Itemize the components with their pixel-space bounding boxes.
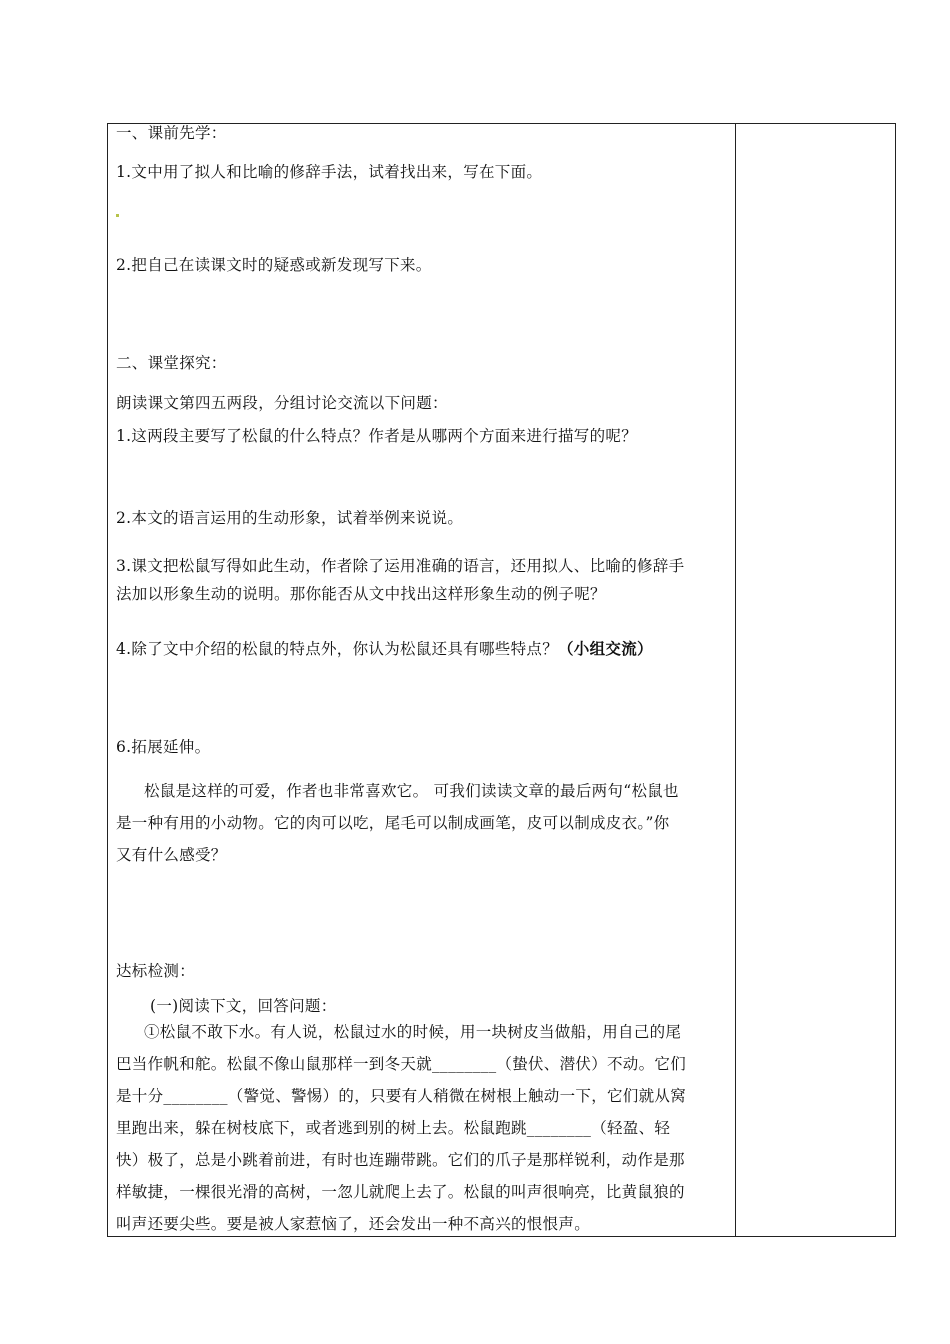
reading-passage-line1: ①松鼠不敢下水。有人说，松鼠过水的时候，用一块树皮当做船，用自己的尾	[144, 1023, 682, 1041]
section3-heading: 达标检测：	[116, 962, 196, 980]
section1-heading: 一、课前先学：	[116, 124, 227, 142]
section2-heading: 二、课堂探究：	[116, 354, 227, 372]
answer-mark	[116, 214, 119, 217]
section2-question-3-line2: 法加以形象生动的说明。那你能否从文中找出这样形象生动的例子呢？	[116, 585, 606, 603]
section1-question-1: 1.文中用了拟人和比喻的修辞手法，试着找出来，写在下面。	[116, 163, 543, 181]
extension-paragraph-line1: 松鼠是这样的可爱，作者也非常喜欢它。 可我们读读文章的最后两句“松鼠也	[144, 782, 679, 800]
section2-question-1: 1.这两段主要写了松鼠的什么特点？作者是从哪两个方面来进行描写的呢？	[116, 427, 637, 445]
reading-passage-line6: 样敏捷，一棵很光滑的高树，一忽儿就爬上去了。松鼠的叫声很响亮，比黄鼠狼的	[116, 1183, 685, 1201]
column-divider	[735, 123, 736, 1237]
reading-subheading: (一)阅读下文，回答问题：	[150, 997, 337, 1015]
reading-passage-line3: 是十分________（警觉、警惕）的，只要有人稍微在树根上触动一下，它们就从窝	[116, 1087, 687, 1105]
reading-passage-line7: 叫声还要尖些。要是被人家惹恼了，还会发出一种不高兴的恨恨声。	[116, 1215, 591, 1233]
extension-paragraph-line3: 又有什么感受？	[116, 846, 227, 864]
reading-passage-line2: 巴当作帆和舵。松鼠不像山鼠那样一到冬天就________（蛰伏、潜伏）不动。它们	[116, 1055, 687, 1073]
group-discussion-tag: （小组交流）	[558, 640, 653, 658]
section2-question-4-text: 4.除了文中介绍的松鼠的特点外，你认为松鼠还具有哪些特点？	[116, 640, 558, 658]
section2-question-2: 2.本文的语言运用的生动形象，试着举例来说说。	[116, 509, 464, 527]
section2-question-4	[116, 639, 728, 659]
section1-question-2: 2.把自己在读课文时的疑惑或新发现写下来。	[116, 256, 432, 274]
section2-question-6: 6.拓展延伸。	[116, 738, 211, 756]
reading-passage-line5: 快）极了，总是小跳着前进，有时也连蹦带跳。它们的爪子是那样锐利，动作是那	[116, 1151, 685, 1169]
section2-question-3-line1: 3.课文把松鼠写得如此生动，作者除了运用准确的语言，还用拟人、比喻的修辞手	[116, 557, 685, 575]
section2-intro: 朗读课文第四五两段，分组讨论交流以下问题：	[116, 394, 448, 412]
extension-paragraph-line2: 是一种有用的小动物。它的肉可以吃，尾毛可以制成画笔，皮可以制成皮衣。”你	[116, 814, 670, 832]
reading-passage-line4: 里跑出来，躲在树枝底下，或者逃到别的树上去。松鼠跑跳________（轻盈、轻	[116, 1119, 671, 1137]
